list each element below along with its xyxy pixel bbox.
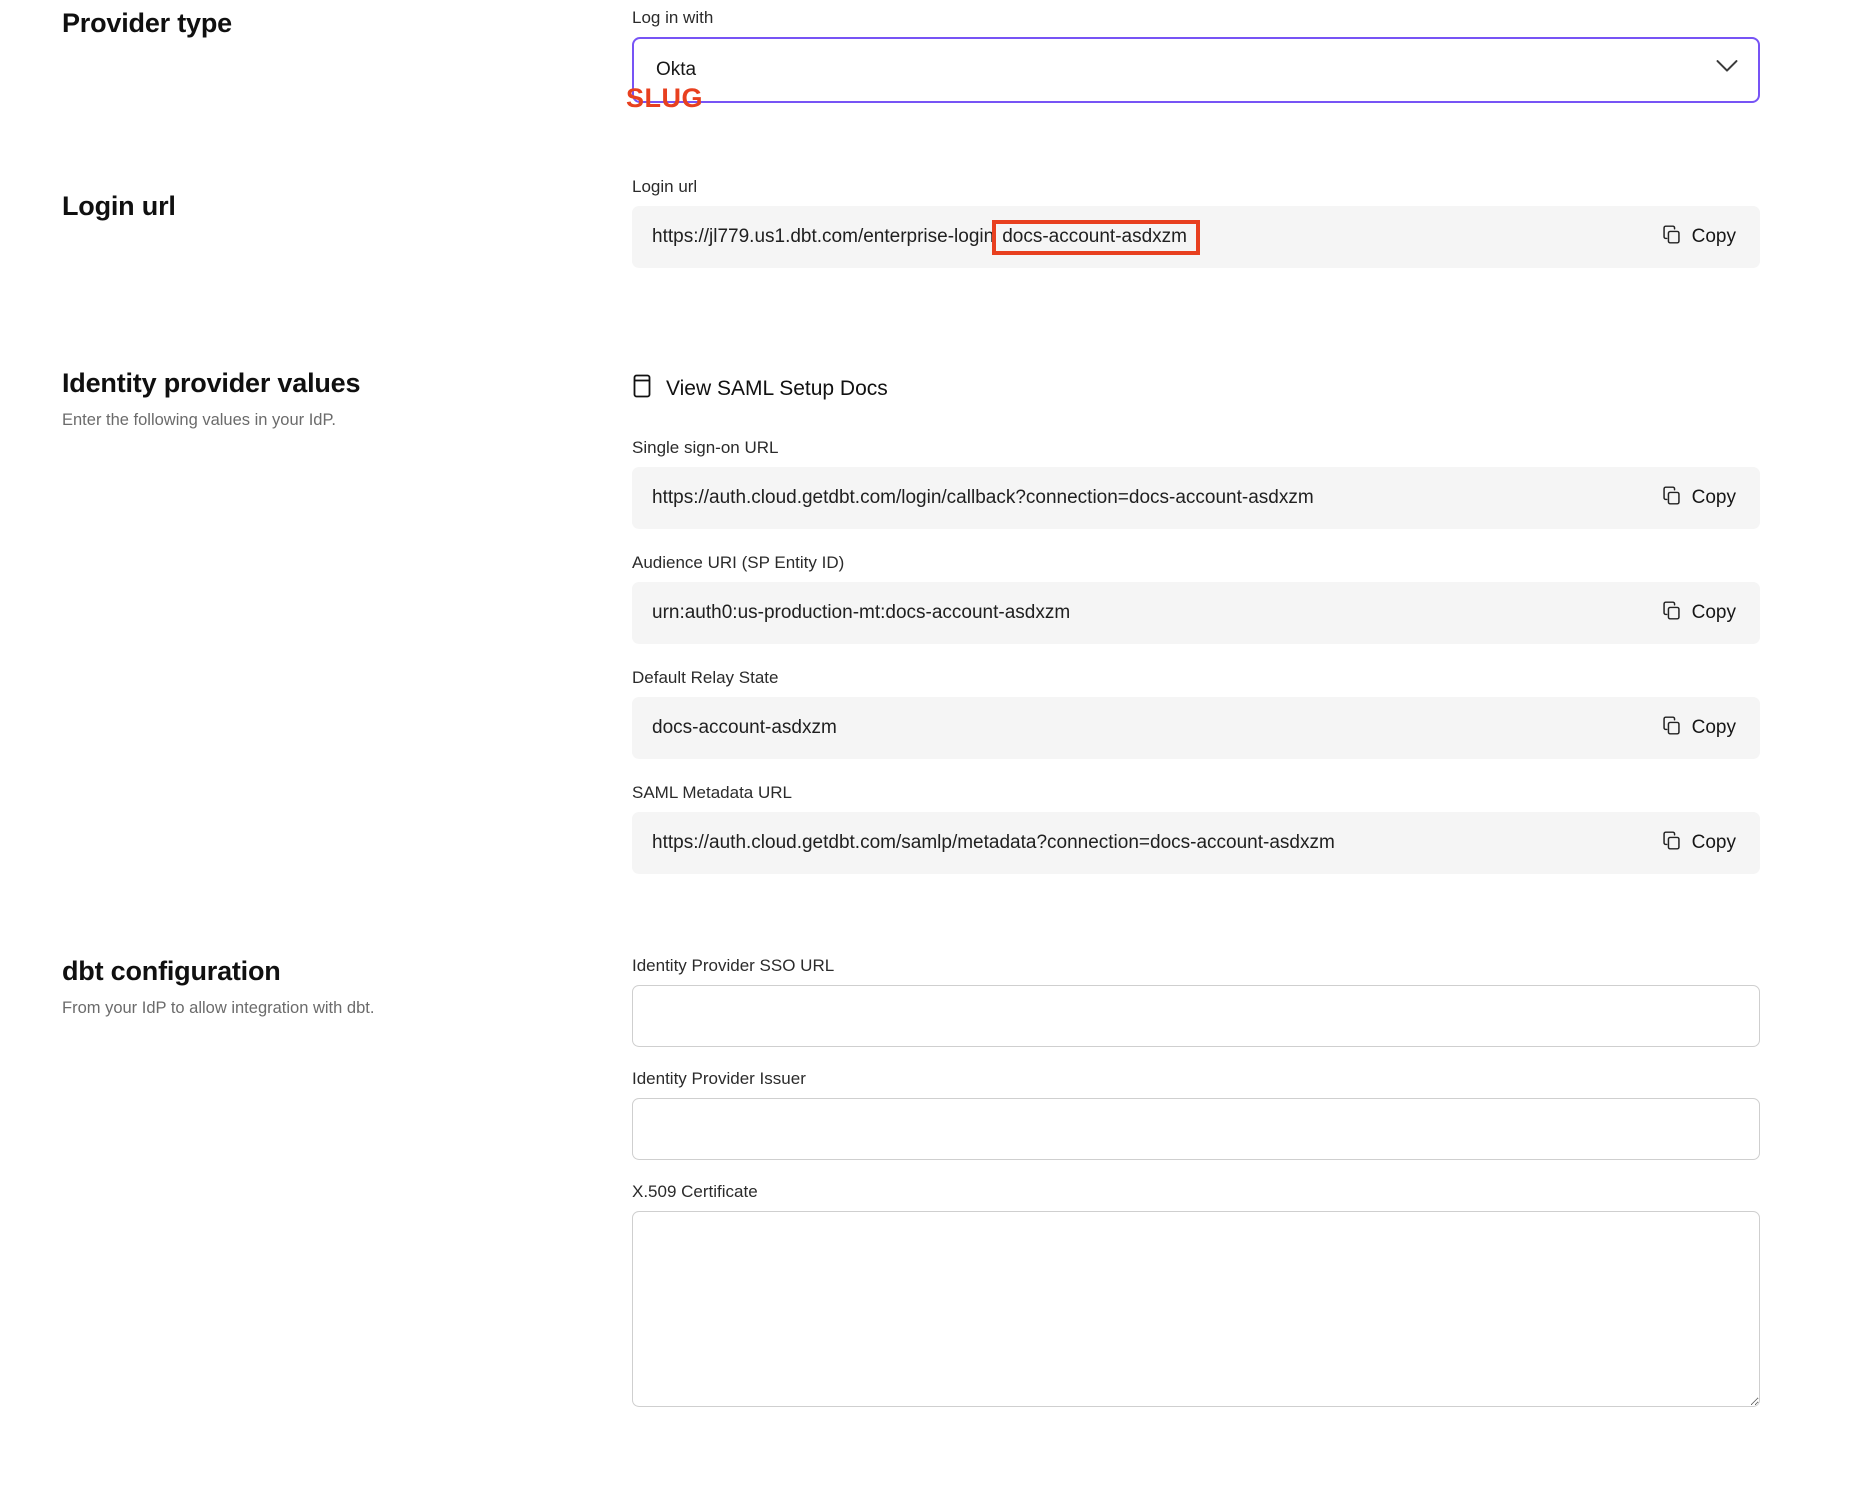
- dbt-config-left: [0, 956, 632, 1020]
- login-url-left: [0, 177, 632, 222]
- login-url-right: [626, 83, 1876, 268]
- audience-uri-label: Audience URI (SP Entity ID): [632, 553, 845, 572]
- saml-metadata-url-value: https://auth.cloud.getdbt.com/samlp/metadata?connection=docs-account-asdxzm: [652, 832, 1335, 853]
- saml-metadata-url-row: [632, 812, 1760, 874]
- copy-icon: [1661, 485, 1682, 512]
- copy-icon: [1661, 600, 1682, 627]
- idp-issuer-input[interactable]: [632, 1098, 1760, 1160]
- login-url-value-row: [632, 206, 1760, 268]
- audience-uri-row: [632, 582, 1760, 644]
- book-icon: [632, 374, 652, 404]
- copy-login-url-button[interactable]: [1659, 220, 1738, 255]
- provider-type-title: Provider type: [62, 8, 232, 38]
- login-url-value: [652, 220, 1200, 255]
- provider-type-section: [0, 0, 1876, 103]
- dbt-config-title: dbt configuration: [62, 956, 281, 986]
- dbt-config-right: [632, 956, 1876, 1412]
- idp-field-block: [632, 438, 1838, 529]
- audience-uri-value: urn:auth0:us-production-mt:docs-account-asdxzm: [652, 602, 1071, 623]
- view-saml-setup-docs-link[interactable]: [632, 374, 888, 404]
- copy-label: Copy: [1691, 487, 1736, 508]
- copy-default-relay-state-button[interactable]: [1659, 711, 1738, 746]
- login-url-field-label: Login url: [632, 177, 698, 196]
- x509-certificate-textarea[interactable]: [632, 1211, 1760, 1407]
- idp-values-title: Identity provider values: [62, 368, 361, 398]
- copy-label: Copy: [1691, 602, 1736, 623]
- copy-single-sign-on-url-button[interactable]: [1659, 481, 1738, 516]
- idp-sso-url-label: Identity Provider SSO URL: [632, 956, 835, 975]
- login-url-slug: docs-account-asdxzm: [992, 220, 1200, 255]
- dbt-config-field-block: [632, 1069, 1838, 1160]
- copy-icon: [1661, 224, 1682, 251]
- dbt-configuration-section: [0, 874, 1876, 1412]
- default-relay-state-label: Default Relay State: [632, 668, 779, 687]
- copy-label: Copy: [1691, 717, 1736, 738]
- copy-login-url-label: Copy: [1691, 226, 1736, 247]
- idp-issuer-label: Identity Provider Issuer: [632, 1069, 806, 1088]
- copy-label: Copy: [1691, 832, 1736, 853]
- single-sign-on-url-row: [632, 467, 1760, 529]
- login-url-title: Login url: [62, 191, 176, 221]
- view-saml-setup-docs-label: View SAML Setup Docs: [666, 377, 888, 400]
- idp-field-block: [632, 553, 1838, 644]
- idp-field-block: [632, 668, 1838, 759]
- copy-saml-metadata-url-button[interactable]: [1659, 826, 1738, 861]
- dbt-config-field-block: [632, 956, 1838, 1047]
- log-in-with-select-wrap[interactable]: [632, 37, 1760, 103]
- dbt-config-field-block: [632, 1182, 1838, 1412]
- log-in-with-select[interactable]: Okta: [632, 37, 1760, 103]
- idp-sso-url-input[interactable]: [632, 985, 1760, 1047]
- provider-type-left: [0, 8, 632, 39]
- dbt-config-subtitle: From your IdP to allow integration with dbt.: [62, 999, 375, 1017]
- copy-audience-uri-button[interactable]: [1659, 596, 1738, 631]
- login-url-prefix: https://jl779.us1.dbt.com/enterprise-login: [652, 226, 995, 247]
- x509-certificate-label: X.509 Certificate: [632, 1182, 758, 1201]
- log-in-with-label: Log in with: [632, 8, 714, 27]
- default-relay-state-value: docs-account-asdxzm: [652, 717, 837, 738]
- saml-metadata-url-label: SAML Metadata URL: [632, 783, 792, 802]
- single-sign-on-url-label: Single sign-on URL: [632, 438, 779, 457]
- copy-icon: [1661, 715, 1682, 742]
- idp-field-block: [632, 783, 1838, 874]
- idp-values-right: [632, 368, 1876, 874]
- provider-type-right: [632, 8, 1876, 103]
- copy-icon: [1661, 830, 1682, 857]
- default-relay-state-row: [632, 697, 1760, 759]
- identity-provider-values-section: [0, 268, 1876, 874]
- idp-values-left: [0, 368, 632, 432]
- single-sign-on-url-value: https://auth.cloud.getdbt.com/login/callback?connection=docs-account-asdxzm: [652, 487, 1314, 508]
- idp-values-subtitle: Enter the following values in your IdP.: [62, 411, 336, 429]
- slug-annotation-label: SLUG: [626, 83, 704, 113]
- login-url-section: [0, 83, 1876, 268]
